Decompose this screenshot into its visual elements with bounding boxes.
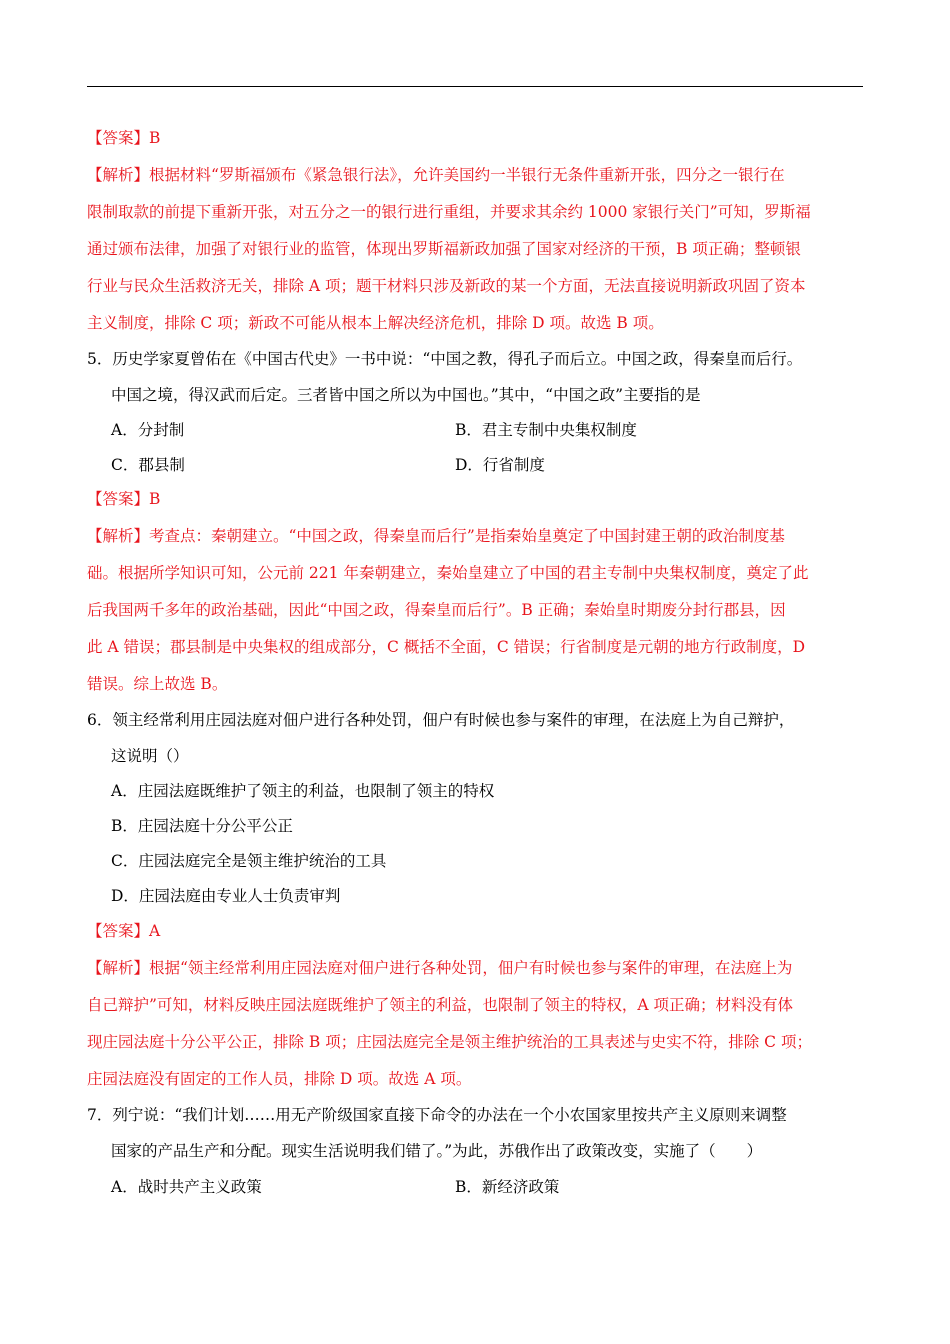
q6-stem-line: 6．领主经常利用庄园法庭对佃户进行各种处罚，佃户有时候也参与案件的审理，在法庭上为自己辩护， xyxy=(87,711,795,729)
q6-option-b: B．庄园法庭十分公平公正 xyxy=(111,817,293,835)
header-rule xyxy=(87,86,863,87)
q7-stem-line: 国家的产品生产和分配。现实生活说明我们错了。”为此，苏俄作出了政策改变，实施了（ ） xyxy=(111,1142,763,1160)
q5-stem-line: 中国之境，得汉武而后定。三者皆中国之所以为中国也。”其中，“中国之政”主要指的是 xyxy=(111,386,701,404)
q6-analysis-line: 自己辩护”可知，材料反映庄园法庭既维护了领主的利益，也限制了领主的特权，A 项正确；材料没有体 xyxy=(87,996,794,1014)
q4-answer: 【答案】B xyxy=(87,129,161,147)
q6-analysis-line: 庄园法庭没有固定的工作人员，排除 D 项。故选 A 项。 xyxy=(87,1070,472,1088)
q5-analysis-line: 此 A 错误；郡县制是中央集权的组成部分，C 概括不全面，C 错误；行省制度是元朝的地方行政制度，D xyxy=(87,638,806,656)
q6-option-a: A．庄园法庭既维护了领主的利益，也限制了领主的特权 xyxy=(111,782,495,800)
q5-option-d: D．行省制度 xyxy=(455,456,545,474)
q5-analysis-line: 【解析】考查点：秦朝建立。“中国之政，得秦皇而后行”是指秦始皇奠定了中国封建王朝的政治制度基 xyxy=(87,527,785,545)
q6-analysis-line: 【解析】根据“领主经常利用庄园法庭对佃户进行各种处罚，佃户有时候也参与案件的审理，在法庭上为 xyxy=(87,959,793,977)
q4-analysis-line: 【解析】根据材料“罗斯福颁布《紧急银行法》，允许美国约一半银行无条件重新开张，四分之一银行在 xyxy=(87,166,785,184)
q5-analysis-line: 后我国两千多年的政治基础，因此“中国之政，得秦皇而后行”。B 正确；秦始皇时期废分封行郡县，因 xyxy=(87,601,786,619)
q6-option-d: D．庄园法庭由专业人士负责审判 xyxy=(111,887,341,905)
q5-option-b: B．君主专制中央集权制度 xyxy=(455,421,637,439)
q7-stem-line: 7．列宁说：“我们计划……用无产阶级国家直接下命令的办法在一个小农国家里按共产主义原则来调整 xyxy=(87,1106,787,1124)
q5-stem-line: 5．历史学家夏曾佑在《中国古代史》一书中说：“中国之教，得孔子而后立。中国之政，得秦皇而后行。 xyxy=(87,350,803,368)
q5-option-a: A．分封制 xyxy=(111,421,185,439)
q5-option-c: C．郡县制 xyxy=(111,456,185,474)
q7-option-b: B．新经济政策 xyxy=(455,1178,560,1196)
q7-option-a: A．战时共产主义政策 xyxy=(111,1178,262,1196)
q4-analysis-line: 主义制度，排除 C 项；新政不可能从根本上解决经济危机，排除 D 项。故选 B 项。 xyxy=(87,314,664,332)
q6-answer: 【答案】A xyxy=(87,922,161,940)
q5-analysis-line: 错误。综上故选 B。 xyxy=(87,675,228,693)
q6-analysis-line: 现庄园法庭十分公平公正，排除 B 项；庄园法庭完全是领主维护统治的工具表述与史实不符，排除 C 项； xyxy=(87,1033,812,1051)
q4-analysis-line: 行业与民众生活救济无关，排除 A 项；题干材料只涉及新政的某一个方面，无法直接说明新政巩固了资本 xyxy=(87,277,806,295)
q4-analysis-line: 限制取款的前提下重新开张，对五分之一的银行进行重组，并要求其余约 1000 家银行关门”可知，罗斯福 xyxy=(87,203,811,221)
q5-analysis-line: 础。根据所学知识可知，公元前 221 年秦朝建立，秦始皇建立了中国的君主专制中央集权制度，奠定了此 xyxy=(87,564,809,582)
q6-option-c: C．庄园法庭完全是领主维护统治的工具 xyxy=(111,852,387,870)
q6-stem-line: 这说明（） xyxy=(111,747,189,765)
q4-analysis-line: 通过颁布法律，加强了对银行业的监管，体现出罗斯福新政加强了国家对经济的干预，B 项正确；整顿银 xyxy=(87,240,801,258)
q5-answer: 【答案】B xyxy=(87,490,161,508)
